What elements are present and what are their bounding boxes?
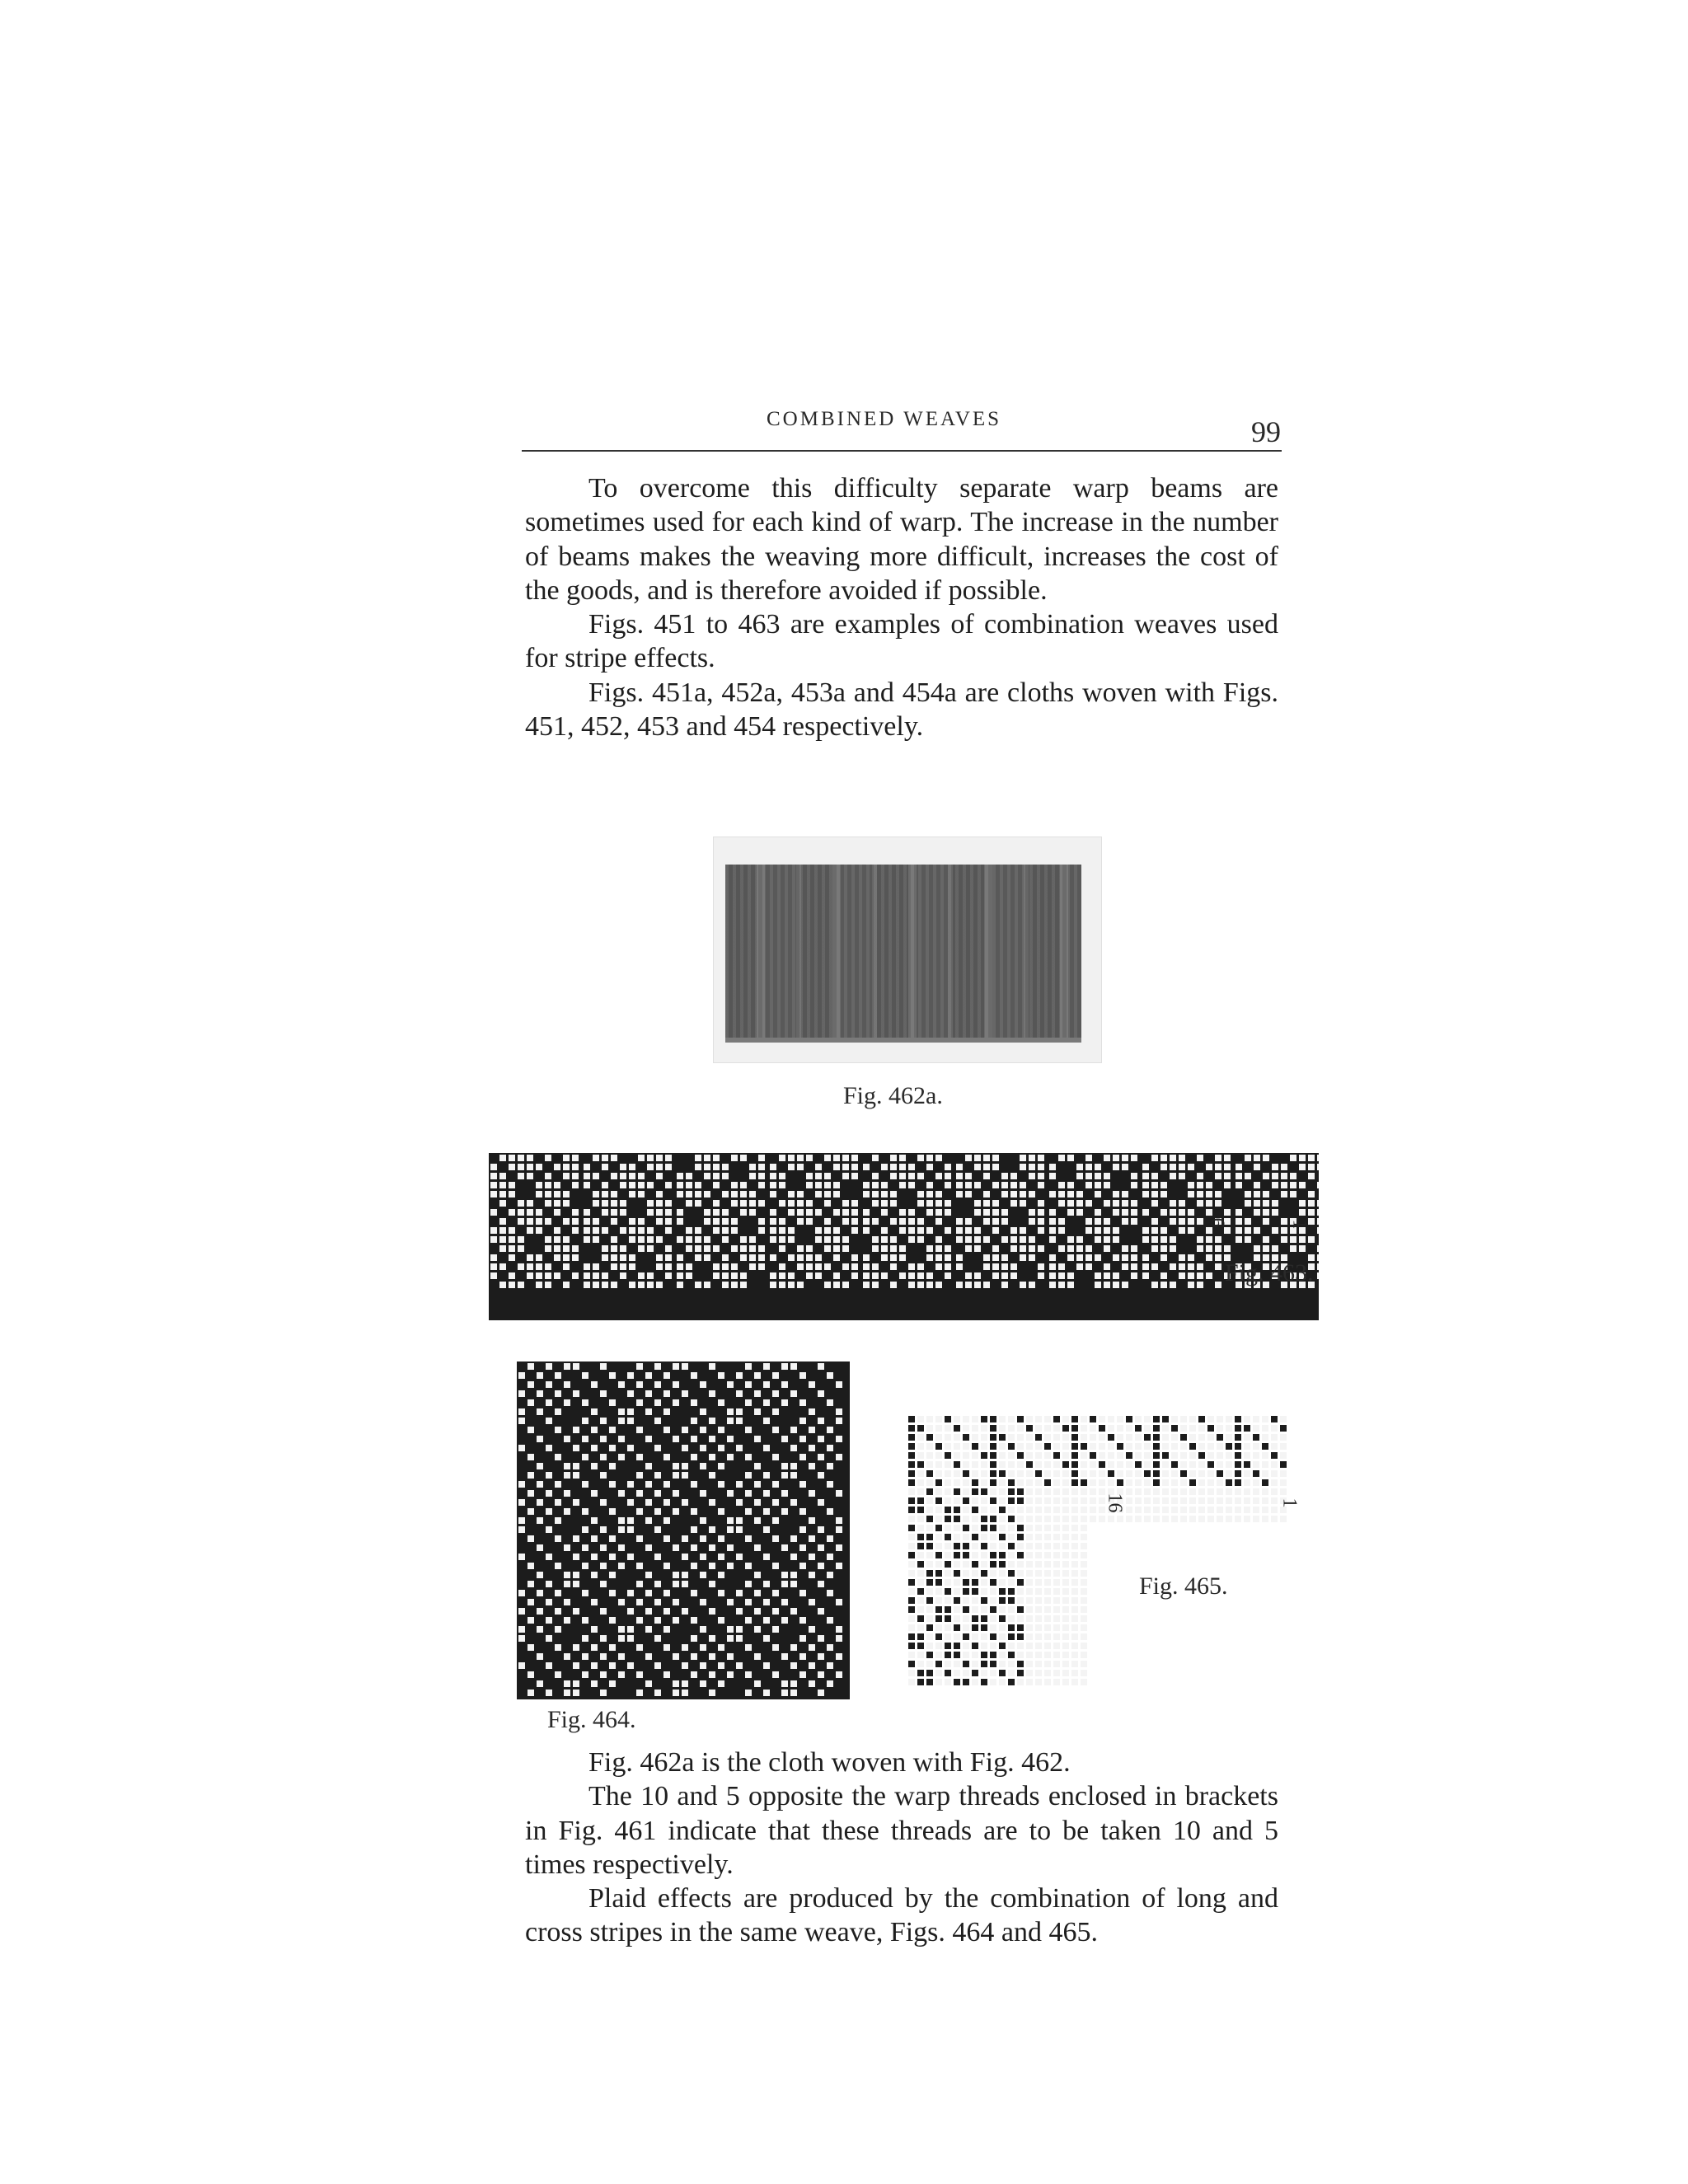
cloth-photo-fig-462a — [713, 837, 1102, 1063]
running-head: COMBINED WEAVES — [767, 408, 1002, 430]
fig-465-number: 1 — [1278, 1497, 1301, 1508]
paragraph: The 10 and 5 opposite the warp threads enclosed in brackets in Fig. 461 indicate that these threads are to be taken 10 and 5 times respectively. — [525, 1781, 1278, 1880]
fig-463-number: 6 — [1206, 1217, 1228, 1228]
caption-fig-465: Fig. 465. — [1139, 1572, 1228, 1600]
weave-draft-fig-465 — [907, 1414, 1301, 1699]
header-rule — [522, 450, 1282, 452]
paragraph: Figs. 451 to 463 are examples of combination weaves used for stripe effects. — [525, 609, 1278, 674]
weave-grid-463 — [489, 1153, 1319, 1320]
caption-fig-464: Fig. 464. — [547, 1706, 636, 1733]
body-text-top — [525, 471, 1278, 743]
weave-grid-464 — [517, 1361, 850, 1699]
paragraph: Fig. 462a is the cloth woven with Fig. 462. — [588, 1747, 1071, 1778]
paragraph: To overcome this difficulty separate warp beams are sometimes used for each kind of warp. The increase in the number of beams makes the weaving more difficult, increases the cost of the goods, and is therefore avoided if possible. — [525, 473, 1278, 606]
caption-fig-463: Fig. 463. — [1225, 1259, 1314, 1286]
caption-fig-462a: Fig. 462a. — [843, 1082, 943, 1109]
fig-465-number: 16 — [1104, 1493, 1126, 1513]
weave-grid-465 — [907, 1414, 1301, 1699]
weave-draft-fig-463 — [489, 1153, 1319, 1320]
weave-draft-fig-464 — [517, 1361, 850, 1699]
fig-463-number: 1 — [1288, 1219, 1311, 1230]
page-number: 99 — [1251, 415, 1281, 448]
paragraph: Figs. 451a, 452a, 453a and 454a are cloths woven with Figs. 451, 452, 453 and 454 respectively. — [525, 677, 1278, 743]
body-text-bottom — [525, 1746, 1278, 1950]
paragraph: Plaid effects are produced by the combination of long and cross stripes in the same weave, Figs. 464 and 465. — [525, 1883, 1278, 1948]
woven-cloth-sample — [725, 865, 1081, 1043]
